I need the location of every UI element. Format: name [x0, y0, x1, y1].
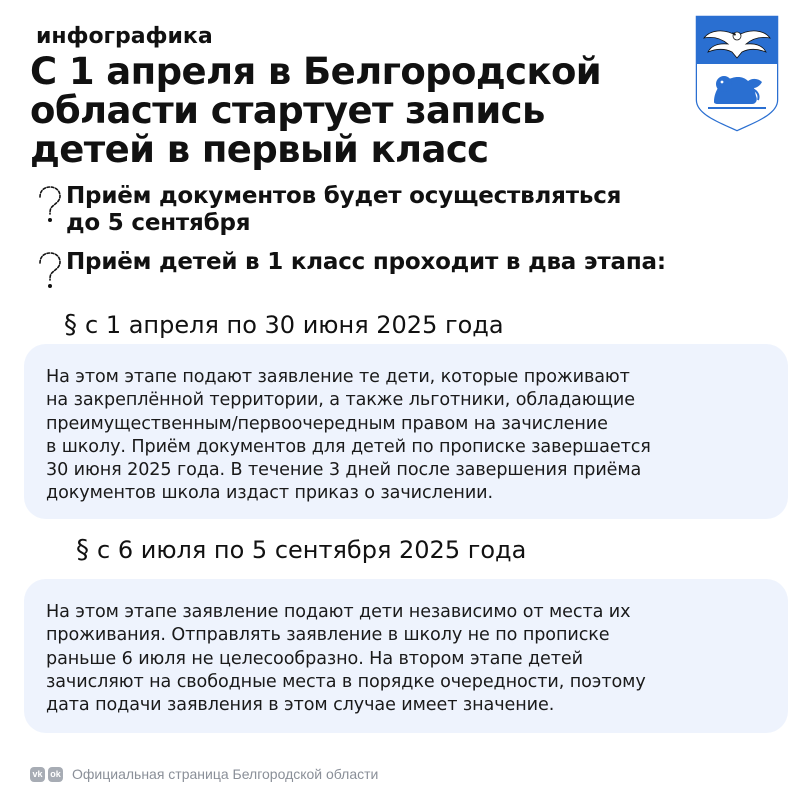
- card-line: на закреплённой территории, а также льготники, обладающие: [46, 390, 635, 411]
- card-line: проживания. Отправлять заявление в школу не по прописке: [46, 625, 610, 646]
- point-text: [66, 183, 621, 237]
- card-line: документов школа издаст приказ о зачислении.: [46, 483, 493, 504]
- point-line: до 5 сентября: [66, 210, 251, 236]
- card-line: 30 июня 2025 года. В течение 3 дней после завершения приёма: [46, 460, 642, 481]
- stage-2-description: [46, 601, 646, 717]
- infographic-tag: инфографика: [36, 24, 213, 49]
- footer-text: Официальная страница Белгородской области: [72, 766, 379, 782]
- card-line: зачисляют на свободные места в порядке очередности, поэтому: [46, 671, 646, 692]
- question-icon: [34, 251, 64, 291]
- card-line: преимущественным/первоочередным правом на зачисление: [46, 413, 608, 434]
- ok-icon[interactable]: ok: [48, 767, 63, 782]
- section-sign-icon: §: [76, 535, 89, 565]
- card-line: На этом этапе подают заявление те дети, которые проживают: [46, 367, 630, 387]
- title-line: области стартует запись: [30, 89, 545, 132]
- point-deadline: [34, 183, 621, 237]
- card-line: раньше 6 июля не целесообразно. На втором этапе детей: [46, 648, 583, 669]
- section-sign-icon: §: [64, 310, 77, 340]
- card-line: На этом этапе заявление подают дети независимо от места их: [46, 602, 631, 622]
- footer: [30, 766, 378, 782]
- stage-1-card: [24, 344, 788, 519]
- card-line: дата подачи заявления в этом случае имеет значение.: [46, 695, 555, 716]
- point-line: Приём документов будет осуществляться: [66, 183, 622, 209]
- stage-1-description: [46, 366, 651, 506]
- point-stages: [34, 249, 666, 291]
- vk-icon[interactable]: vk: [30, 767, 45, 782]
- belgorod-coat-of-arms-logo: [694, 14, 780, 132]
- title-line: детей в первый класс: [30, 128, 489, 171]
- card-line: в школу. Приём документов для детей по прописке завершается: [46, 436, 651, 457]
- stage-period-text: с 1 апреля по 30 июня 2025 года: [85, 311, 504, 339]
- stage-period-text: с 6 июля по 5 сентября 2025 года: [97, 536, 527, 564]
- title-line: С 1 апреля в Белгородской: [30, 50, 602, 93]
- question-icon: [34, 185, 64, 225]
- point-text: [66, 249, 666, 276]
- page-title: [30, 52, 670, 169]
- stage-1-period: [64, 310, 504, 340]
- stage-2-period: [76, 535, 526, 565]
- point-line: Приём детей в 1 класс проходит в два этапа:: [66, 249, 666, 275]
- stage-2-card: [24, 579, 788, 733]
